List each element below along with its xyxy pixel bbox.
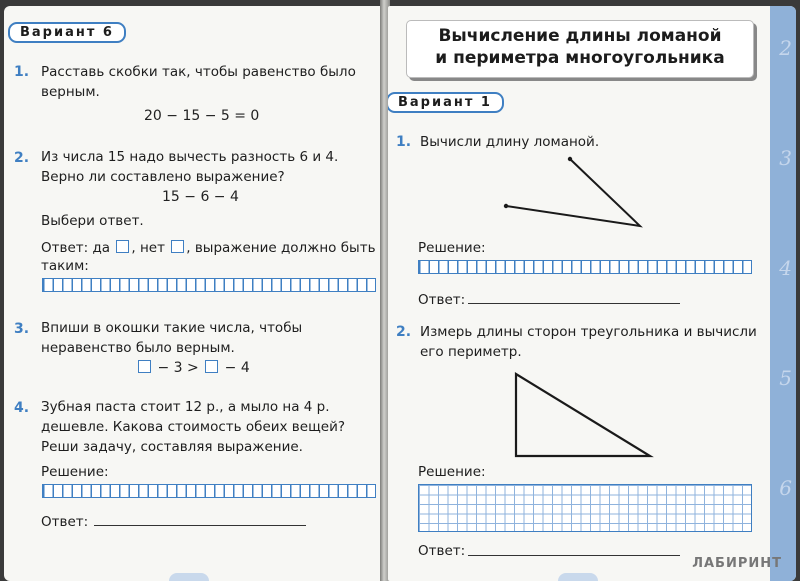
- task-number: 2.: [396, 324, 412, 340]
- task-expression: 15 − 6 − 4: [162, 189, 239, 205]
- answer-line[interactable]: [468, 554, 680, 556]
- variant-label-right: Вариант 1: [388, 92, 504, 113]
- page-tab: [558, 573, 598, 581]
- task-text: Измерь длины сторон треугольника и вычисли его периметр.: [420, 324, 757, 360]
- inequality-box-1[interactable]: [138, 360, 151, 373]
- solution-writing-strip[interactable]: [418, 260, 752, 274]
- answer-label: Ответ:: [418, 292, 466, 308]
- section-title-line2: и периметра многоугольника: [435, 48, 725, 68]
- watermark-logo: ЛАБИРИНТ: [692, 556, 782, 571]
- answer-line[interactable]: [94, 524, 306, 526]
- margin-strip: [770, 6, 796, 581]
- margin-digit: 3: [779, 146, 792, 170]
- answer-label: Ответ:: [41, 514, 89, 530]
- polyline-figure: [488, 148, 648, 234]
- task-number: 3.: [14, 321, 30, 337]
- task-number: 1.: [396, 134, 412, 150]
- right-page: [388, 6, 796, 581]
- task-number: 2.: [14, 150, 30, 166]
- left-page: [4, 6, 382, 581]
- margin-digit: 4: [779, 256, 792, 280]
- task-number: 4.: [14, 400, 30, 416]
- answer-line[interactable]: [468, 302, 680, 304]
- triangle-figure: [508, 368, 658, 460]
- inequality-box-2[interactable]: [205, 360, 218, 373]
- answer-yes-checkbox[interactable]: [116, 240, 129, 253]
- solution-label: Решение:: [41, 464, 109, 480]
- answer-writing-strip[interactable]: [42, 278, 376, 292]
- variant-label-left: Вариант 6: [8, 22, 126, 43]
- task-text-secondary: Реши задачу, составляя выражение.: [41, 439, 303, 455]
- answer-label: Ответ:: [418, 543, 466, 559]
- solution-grid[interactable]: [418, 484, 752, 532]
- margin-digit: 5: [779, 366, 792, 390]
- answer-no-checkbox[interactable]: [171, 240, 184, 253]
- answer-yes-label: Ответ: да: [41, 240, 111, 256]
- task-text: Из числа 15 надо вычесть разность 6 и 4. Верно ли составлено выражение?: [41, 149, 339, 185]
- answer-no-label: , нет: [131, 240, 165, 256]
- task-number: 1.: [14, 64, 30, 80]
- task-text: Расставь скобки так, чтобы равенство было верным.: [41, 64, 356, 100]
- margin-digit: 2: [779, 36, 792, 60]
- section-title: [406, 20, 754, 78]
- task-text: Впиши в окошки такие числа, чтобы неравенство было верным.: [41, 320, 303, 356]
- margin-digit: 6: [779, 476, 792, 500]
- inequality-end: − 4: [224, 360, 250, 376]
- solution-writing-strip[interactable]: [42, 484, 376, 498]
- task-expression: 20 − 15 − 5 = 0: [144, 108, 260, 124]
- inequality: [136, 360, 250, 376]
- page-tab: [169, 573, 209, 581]
- task-text: Зубная паста стоит 12 р., а мыло на 4 р. дешевле. Какова стоимость обеих вещей?: [41, 399, 346, 435]
- answer-rest-label: , выражение должно быть: [186, 240, 376, 256]
- solution-label: Решение:: [418, 464, 486, 480]
- answer-such-label: таким:: [41, 258, 89, 274]
- section-title-line1: Вычисление длины ломаной: [438, 26, 722, 46]
- answer-row: [41, 238, 381, 258]
- solution-label: Решение:: [418, 240, 486, 256]
- inequality-middle: − 3 >: [157, 360, 199, 376]
- task-text: Вычисли длину ломаной.: [420, 134, 600, 150]
- choose-answer-text: Выбери ответ.: [41, 213, 144, 229]
